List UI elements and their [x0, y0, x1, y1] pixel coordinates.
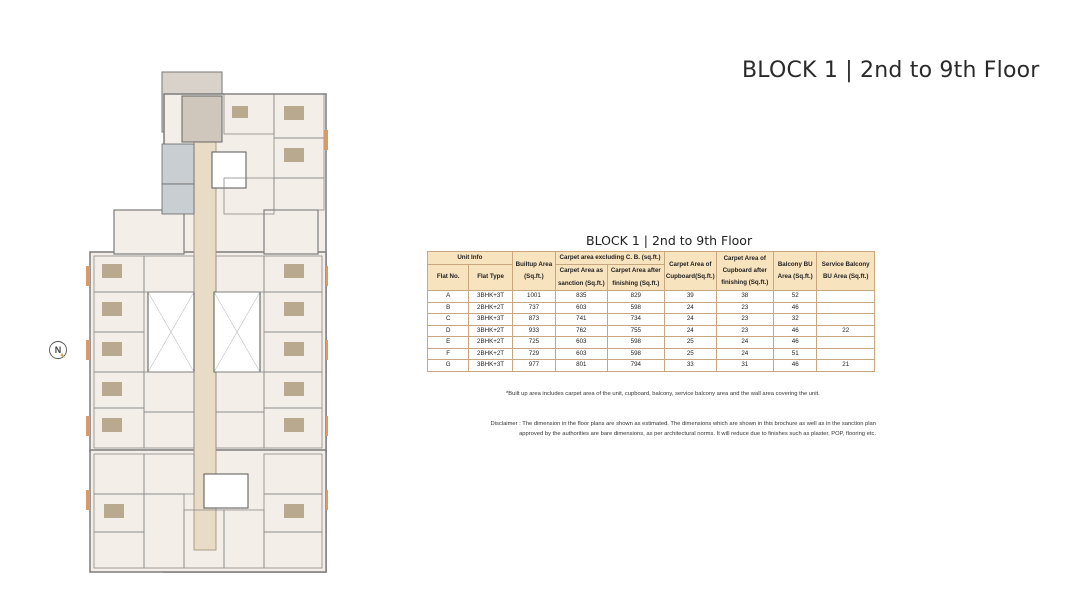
table-row: G 3BHK+3T 977 801 794 33 31 46 21	[428, 360, 875, 372]
table-row: F 2BHK+2T 729 603 598 25 24 51	[428, 348, 875, 360]
floor-plan-illustration	[84, 70, 328, 574]
area-table	[427, 251, 875, 372]
carpet-sanction-header: Carpet Area as sanction (Sq.ft.)	[556, 265, 607, 291]
disclaimer	[462, 419, 876, 439]
table-row: D 3BHK+2T 933 762 755 24 23 46 22	[428, 325, 875, 337]
page-title: BLOCK 1 | 2nd to 9th Floor	[742, 58, 1040, 83]
service-balcony-header: Service Balcony BU Area (Sq.ft.)	[817, 252, 875, 291]
compass-label: N	[54, 345, 62, 355]
unit-info-header: Unit Info	[428, 252, 513, 265]
table-row: C 3BHK+3T 873 741 734 24 23 32	[428, 314, 875, 326]
flat-type-header: Flat Type	[469, 265, 512, 291]
disclaimer-line-1: Disclaimer : The dimension in the floor plans are shown as estimated. The dimensions which are shown in this brochure as well as in the sanction plan	[490, 421, 876, 427]
table-row: B 2BHK+2T 737 603 598 24 23 46	[428, 302, 875, 314]
table-title: BLOCK 1 | 2nd to 9th Floor	[586, 233, 753, 248]
builtup-area-header: Builtup Area (Sq.ft.)	[512, 252, 555, 291]
cupboard-after-header: Carpet Area of Cupboard after finishing (Sq.ft.)	[716, 252, 774, 291]
builtup-footnote: *Built up area includes carpet area of the unit, cupboard, balcony, service balcony area and the wall area covering the unit.	[506, 391, 820, 397]
cupboard-area-header: Carpet Area of Cupboard(Sq.ft.)	[665, 252, 716, 291]
balcony-area-header: Balcony BU Area (Sq.ft.)	[774, 252, 817, 291]
disclaimer-line-2: approved by the authorities are bare dimensions, as per architectural norms. It will reduce due to finishes such as plaster, POP, flooring etc.	[519, 431, 876, 437]
floor-plan-icon	[86, 72, 328, 572]
carpet-after-header: Carpet Area after finishing (Sq.ft.)	[607, 265, 665, 291]
carpet-area-group-header: Carpet area excluding C. B. (sq.ft.)	[556, 252, 665, 265]
flat-no-header: Flat No.	[428, 265, 469, 291]
table-row: A 3BHK+3T 1001 835 829 39 38 52	[428, 291, 875, 303]
table-row: E 2BHK+2T 725 603 598 25 24 46	[428, 337, 875, 349]
